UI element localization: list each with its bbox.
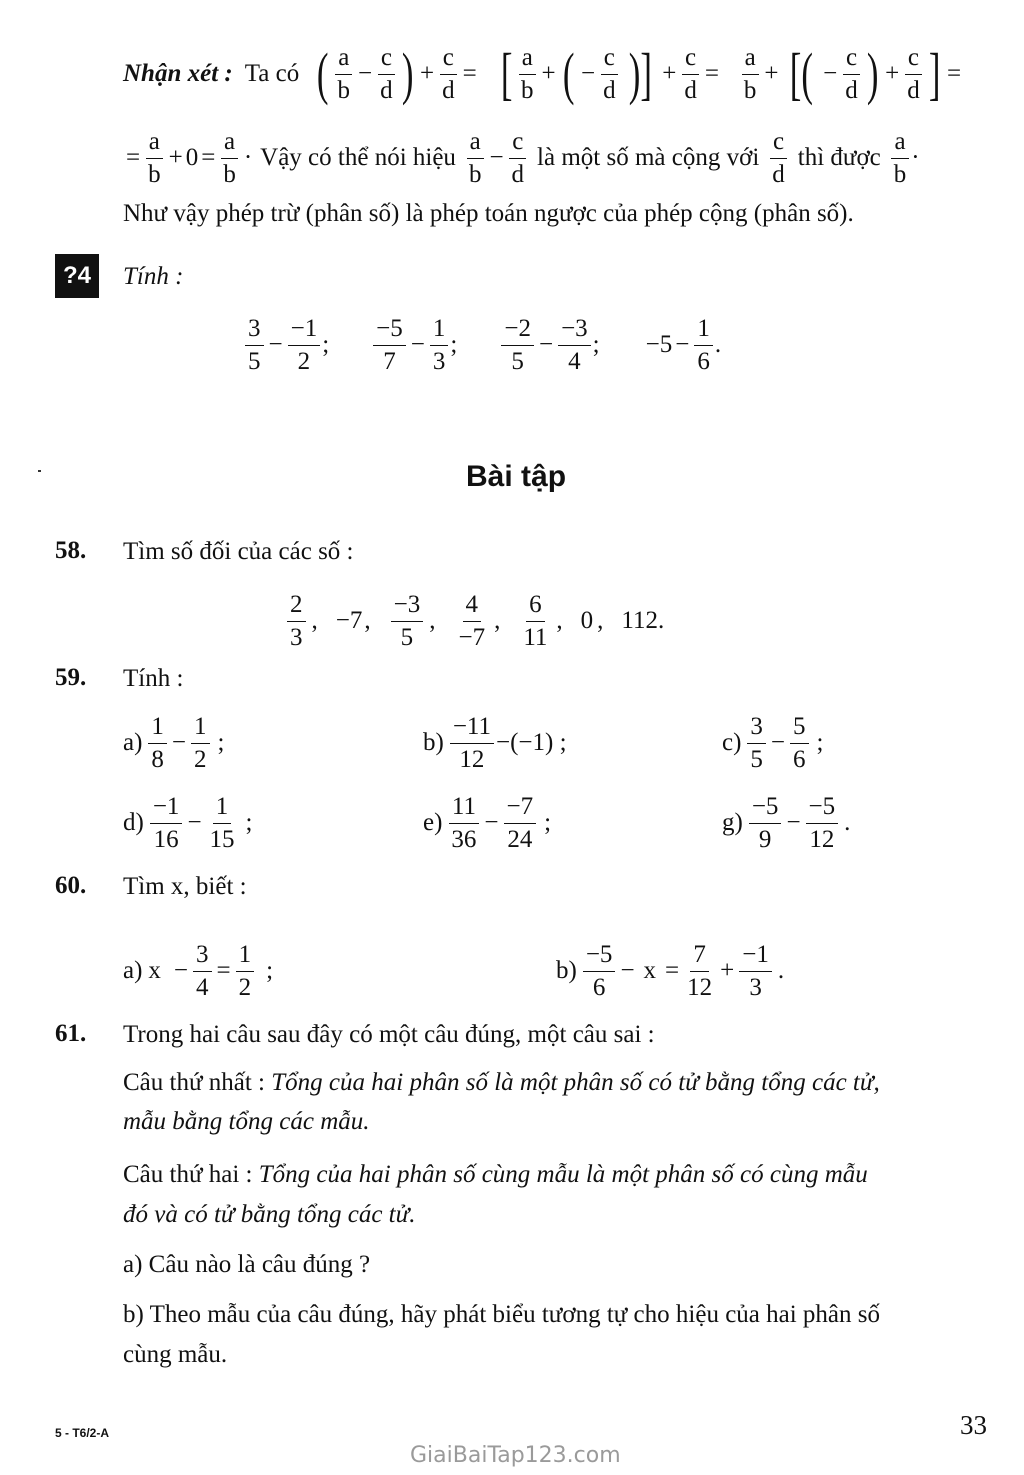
fraction-c-d: $\frac{c}{d}$: [904, 44, 923, 105]
footer-code: 5 - T6/2-A: [55, 1426, 110, 1440]
exercise-59-c: c) $\frac{3}{5}$ − $\frac{5}{6}$ ;: [722, 712, 824, 773]
exercise-60-prompt: Tìm x, biết :: [123, 873, 247, 900]
fraction-a-b: $\frac{a}{b}$: [335, 44, 354, 105]
fraction-c-d: $\frac{c}{d}$: [681, 44, 700, 105]
remark-line2-text: Vậy có thể nói hiệu: [260, 144, 456, 171]
statement-2-line-1: Câu thứ hai : Tổng của hai phân số cùng mẫu là một phân số có cùng mẫu: [123, 1161, 868, 1188]
exercise-59-d: d) $\frac{-1}{16}$ − $\frac{1}{15}$ ;: [123, 792, 253, 853]
exercise-59-prompt: Tính :: [123, 665, 184, 692]
page-number: 33: [960, 1410, 987, 1440]
fraction-c-d: $\frac{c}{d}$: [600, 44, 619, 105]
fraction-a-b: $\frac{a}{b}$: [891, 128, 910, 189]
watermark: GiaiBaiTap123.com: [410, 1443, 621, 1468]
fraction-c-d: $\frac{c}{d}$: [439, 44, 458, 105]
exercise-59-number: 59.: [55, 664, 87, 691]
fraction-a-b: $\frac{a}{b}$: [518, 44, 537, 105]
remark-line-3: Như vậy phép trừ (phân số) là phép toán ngược của phép cộng (phân số).: [123, 200, 854, 227]
question-badge: ?4: [55, 254, 99, 298]
exercise-61-prompt: Trong hai câu sau đây có một câu đúng, một câu sai :: [123, 1021, 655, 1048]
fraction-a-b: $\frac{a}{b}$: [466, 128, 485, 189]
question-b-line-1: b) Theo mẫu của câu đúng, hãy phát biểu tương tự cho hiệu của hai phân số: [123, 1301, 881, 1328]
exercise-60-b: b) $\frac{-5}{6}$ − x = $\frac{7}{12}$ + $\frac{-1}{3}$ .: [556, 940, 785, 1001]
exercise-58-prompt: Tìm số đối của các số :: [123, 538, 354, 565]
scan-speck: [38, 470, 41, 472]
remark-line-2: = $\frac{a}{b}$ + 0 = $\frac{a}{b}$ · Vậy có thể nói hiệu $\frac{a}{b}$ − $\frac{c}{d}$ là một số mà cộng với $\frac{c}{d}$ thì được $\frac{a}{b}$ ·: [126, 127, 920, 188]
statement-2-line-2: đó và có tử bằng tổng các tử.: [123, 1201, 416, 1228]
exercise-59-b: b) $\frac{-11}{12}$ −(−1) ;: [423, 712, 567, 773]
remark-intro: Ta có: [244, 60, 300, 87]
exercise-59-e: e) $\frac{11}{36}$ − $\frac{-7}{24}$ ;: [423, 792, 552, 853]
question4-label: Tính :: [123, 263, 184, 290]
exercise-60-a: a) x − $\frac{3}{4}$ = $\frac{1}{2}$ ;: [123, 940, 274, 1001]
paren-open: (: [317, 41, 329, 106]
exercise-59-a: a) $\frac{1}{8}$ − $\frac{1}{2}$ ;: [123, 712, 225, 773]
exercise-58-values: $\frac{2}{3}$ , −7 , $\frac{-3}{5}$ , $\frac{4}{-7}$ , $\frac{6}{11}$ , 0 , 112.: [285, 588, 664, 654]
section-title: Bài tập: [466, 460, 567, 493]
fraction-c-d: $\frac{c}{d}$: [377, 44, 396, 105]
exercise-59-g: g) $\frac{-5}{9}$ − $\frac{-5}{12}$ .: [722, 792, 851, 853]
fraction-c-d: $\frac{c}{d}$: [509, 128, 528, 189]
question4-expressions: $\frac{3}{5}$ − $\frac{-1}{2}$ ; $\frac{-5}{7}$ − $\frac{1}{3}$ ; $\frac{-2}{5}$ − $\frac{-3}{4}$ ; −5 − $\frac{1}{6}$ .: [243, 312, 721, 378]
fraction-a-b: $\frac{a}{b}$: [220, 128, 239, 189]
fraction-c-d: $\frac{c}{d}$: [769, 128, 788, 189]
statement-1-line-2: mẫu bằng tổng các mẫu.: [123, 1108, 370, 1135]
remark-label: Nhận xét :: [123, 60, 233, 87]
fraction-c-d: $\frac{c}{d}$: [842, 44, 861, 105]
remark-line-1: Nhận xét : Ta có ( $\frac{a}{b}$ − $\frac{c}{d}$ ) + $\frac{c}{d}$ = [ $\frac{a}{b}$ + ( − $\frac{c}{d}$ )] + $\frac{c}{d}$ = $\frac{a}{b}$ + [( − $\frac{c}{d}$ ) + $\frac{c}{d}$ ] =: [123, 41, 962, 106]
fraction-a-b: $\frac{a}{b}$: [145, 128, 164, 189]
exercise-60-number: 60.: [55, 872, 87, 899]
exercise-61-number: 61.: [55, 1020, 87, 1047]
fraction-a-b: $\frac{a}{b}$: [741, 44, 760, 105]
question-a: a) Câu nào là câu đúng ?: [123, 1251, 371, 1278]
question-b-line-2: cùng mẫu.: [123, 1341, 228, 1368]
exercise-58-number: 58.: [55, 537, 87, 564]
statement-1-line-1: Câu thứ nhất : Tổng của hai phân số là một phân số có tử bằng tổng các tử,: [123, 1069, 880, 1096]
